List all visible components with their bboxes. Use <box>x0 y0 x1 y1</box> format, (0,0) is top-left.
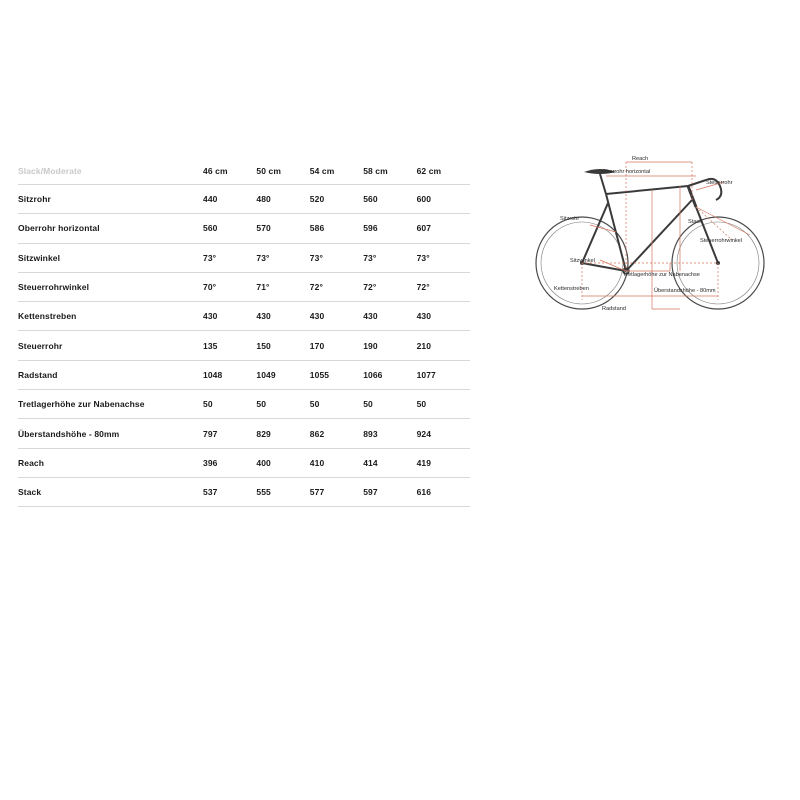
row-value: 72° <box>417 272 470 301</box>
row-value: 73° <box>310 243 363 272</box>
row-value: 190 <box>363 331 416 360</box>
row-value: 150 <box>256 331 309 360</box>
table-header-size-4: 62 cm <box>417 158 470 185</box>
diagram-labels <box>554 156 742 312</box>
row-value: 570 <box>256 214 309 243</box>
row-value: 396 <box>203 448 256 477</box>
table-header-size-0: 46 cm <box>203 158 256 185</box>
label-ueberstandshoehe: Überstandshöhe - 80mm <box>654 288 716 294</box>
row-value: 797 <box>203 419 256 448</box>
row-value: 586 <box>310 214 363 243</box>
row-value: 893 <box>363 419 416 448</box>
row-value: 73° <box>417 243 470 272</box>
row-value: 1077 <box>417 360 470 389</box>
table-header-row <box>18 158 470 185</box>
row-label: Radstand <box>18 360 203 389</box>
row-value: 73° <box>203 243 256 272</box>
row-value: 1049 <box>256 360 309 389</box>
row-value: 50 <box>417 390 470 419</box>
row-value: 210 <box>417 331 470 360</box>
table-row <box>18 360 470 389</box>
row-value: 560 <box>203 214 256 243</box>
row-label: Überstandshöhe - 80mm <box>18 419 203 448</box>
table-header-label: Slack/Moderate <box>18 158 203 185</box>
row-value: 50 <box>203 390 256 419</box>
table-row <box>18 448 470 477</box>
row-value: 430 <box>256 302 309 331</box>
label-tretlagerhoehe: Tretlagerhöhe zur Nabenachse <box>623 272 700 278</box>
label-steuerrohr: Steuerrohr <box>706 180 733 186</box>
table-body <box>18 185 470 507</box>
geometry-table-container <box>18 158 470 507</box>
label-stack: Stack <box>688 219 702 225</box>
geometry-table <box>18 158 470 507</box>
row-value: 607 <box>417 214 470 243</box>
row-value: 50 <box>310 390 363 419</box>
row-label: Reach <box>18 448 203 477</box>
row-value: 430 <box>363 302 416 331</box>
table-row <box>18 185 470 214</box>
label-reach: Reach <box>632 156 649 162</box>
row-value: 430 <box>203 302 256 331</box>
row-value: 419 <box>417 448 470 477</box>
row-value: 170 <box>310 331 363 360</box>
row-value: 555 <box>256 477 309 506</box>
row-value: 560 <box>363 185 416 214</box>
table-row <box>18 477 470 506</box>
row-value: 616 <box>417 477 470 506</box>
row-value: 596 <box>363 214 416 243</box>
table-row <box>18 243 470 272</box>
label-oberrohr-horizontal: Oberrohr horizontal <box>602 169 651 175</box>
row-value: 537 <box>203 477 256 506</box>
row-value: 72° <box>310 272 363 301</box>
row-value: 597 <box>363 477 416 506</box>
row-label: Steuerrohr <box>18 331 203 360</box>
row-value: 430 <box>310 302 363 331</box>
row-label: Sitzwinkel <box>18 243 203 272</box>
row-value: 135 <box>203 331 256 360</box>
row-value: 829 <box>256 419 309 448</box>
table-row <box>18 214 470 243</box>
row-value: 400 <box>256 448 309 477</box>
table-header-size-3: 58 cm <box>363 158 416 185</box>
row-value: 410 <box>310 448 363 477</box>
row-label: Sitzrohr <box>18 185 203 214</box>
row-value: 1048 <box>203 360 256 389</box>
row-value: 50 <box>256 390 309 419</box>
row-value: 924 <box>417 419 470 448</box>
row-label: Tretlagerhöhe zur Nabenachse <box>18 390 203 419</box>
label-steuerrohrwinkel: Steuerrohrwinkel <box>700 238 742 244</box>
row-value: 73° <box>363 243 416 272</box>
table-row <box>18 419 470 448</box>
row-value: 1055 <box>310 360 363 389</box>
row-value: 862 <box>310 419 363 448</box>
table-row <box>18 302 470 331</box>
table-header-size-2: 54 cm <box>310 158 363 185</box>
label-kettenstreben: Kettenstreben <box>554 286 589 292</box>
row-label: Oberrohr horizontal <box>18 214 203 243</box>
row-value: 577 <box>310 477 363 506</box>
row-label: Steuerrohrwinkel <box>18 272 203 301</box>
row-value: 73° <box>256 243 309 272</box>
row-label: Kettenstreben <box>18 302 203 331</box>
row-value: 520 <box>310 185 363 214</box>
table-row <box>18 272 470 301</box>
row-value: 440 <box>203 185 256 214</box>
row-value: 50 <box>363 390 416 419</box>
row-value: 70° <box>203 272 256 301</box>
row-value: 480 <box>256 185 309 214</box>
row-value: 600 <box>417 185 470 214</box>
row-value: 71° <box>256 272 309 301</box>
row-value: 72° <box>363 272 416 301</box>
table-row <box>18 390 470 419</box>
table-header <box>18 158 470 185</box>
row-value: 1066 <box>363 360 416 389</box>
row-value: 414 <box>363 448 416 477</box>
table-row <box>18 331 470 360</box>
row-label: Stack <box>18 477 203 506</box>
label-radstand: Radstand <box>602 306 626 312</box>
row-value: 430 <box>417 302 470 331</box>
label-sitzwinkel: Sitzwinkel <box>570 258 595 264</box>
table-header-size-1: 50 cm <box>256 158 309 185</box>
label-sitzrohr: Sitzrohr <box>560 216 580 222</box>
bike-geometry-diagram <box>520 140 788 340</box>
